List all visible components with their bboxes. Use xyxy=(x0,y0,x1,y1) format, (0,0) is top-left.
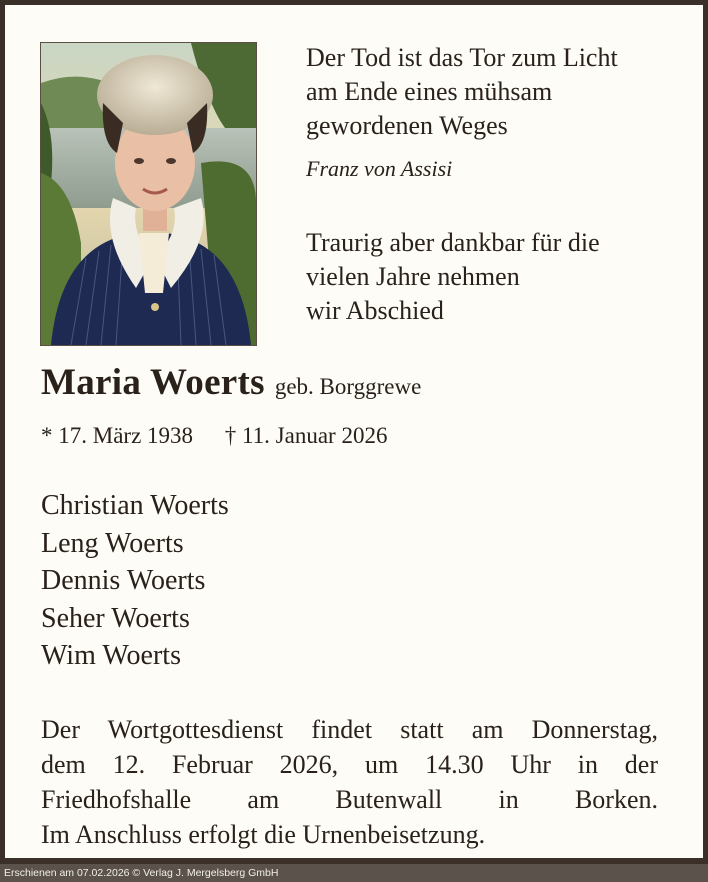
verse-line: gewordenen Weges xyxy=(306,111,508,140)
mourner-name: Dennis Woerts xyxy=(41,565,206,596)
farewell-line: Traurig aber dankbar für die xyxy=(306,228,600,257)
farewell-line: wir Abschied xyxy=(306,296,444,325)
obituary-notice xyxy=(5,5,703,858)
farewell-line: vielen Jahre nehmen xyxy=(306,262,520,291)
deceased-name-row xyxy=(41,361,421,404)
verse-line: am Ende eines mühsam xyxy=(306,77,553,106)
verse-line: Der Tod ist das Tor zum Licht xyxy=(306,43,618,72)
life-dates xyxy=(41,423,387,449)
service-line: dem 12. Februar 2026, um 14.30 Uhr in der xyxy=(41,750,658,779)
birth-date: * 17. März 1938 xyxy=(41,423,194,448)
death-date: † 11. Januar 2026 xyxy=(224,423,388,448)
mourner-name: Wim Woerts xyxy=(41,640,181,671)
service-line: Der Wortgottesdienst findet statt am Donnerstag, xyxy=(41,715,658,744)
mourner-name: Seher Woerts xyxy=(41,602,190,634)
mourners-list xyxy=(41,487,229,675)
service-line: Friedhofshalle am Butenwall in Borken. xyxy=(41,785,658,814)
verse-author: Franz von Assisi xyxy=(306,156,453,181)
portrait-photo xyxy=(41,43,256,345)
mourner-name: Leng Woerts xyxy=(41,527,184,559)
deceased-name: Maria Woerts xyxy=(41,362,265,403)
mourner-name: Christian Woerts xyxy=(41,490,229,521)
service-line: Im Anschluss erfolgt die Urnenbeisetzung. xyxy=(41,820,486,849)
verse-quote xyxy=(306,41,696,143)
farewell-text xyxy=(306,226,696,328)
birth-name: geb. Borggrewe xyxy=(274,374,422,399)
service-announcement xyxy=(41,712,658,852)
publication-footer: Erschienen am 07.02.2026 © Verlag J. Mergelsberg GmbH xyxy=(0,864,708,882)
